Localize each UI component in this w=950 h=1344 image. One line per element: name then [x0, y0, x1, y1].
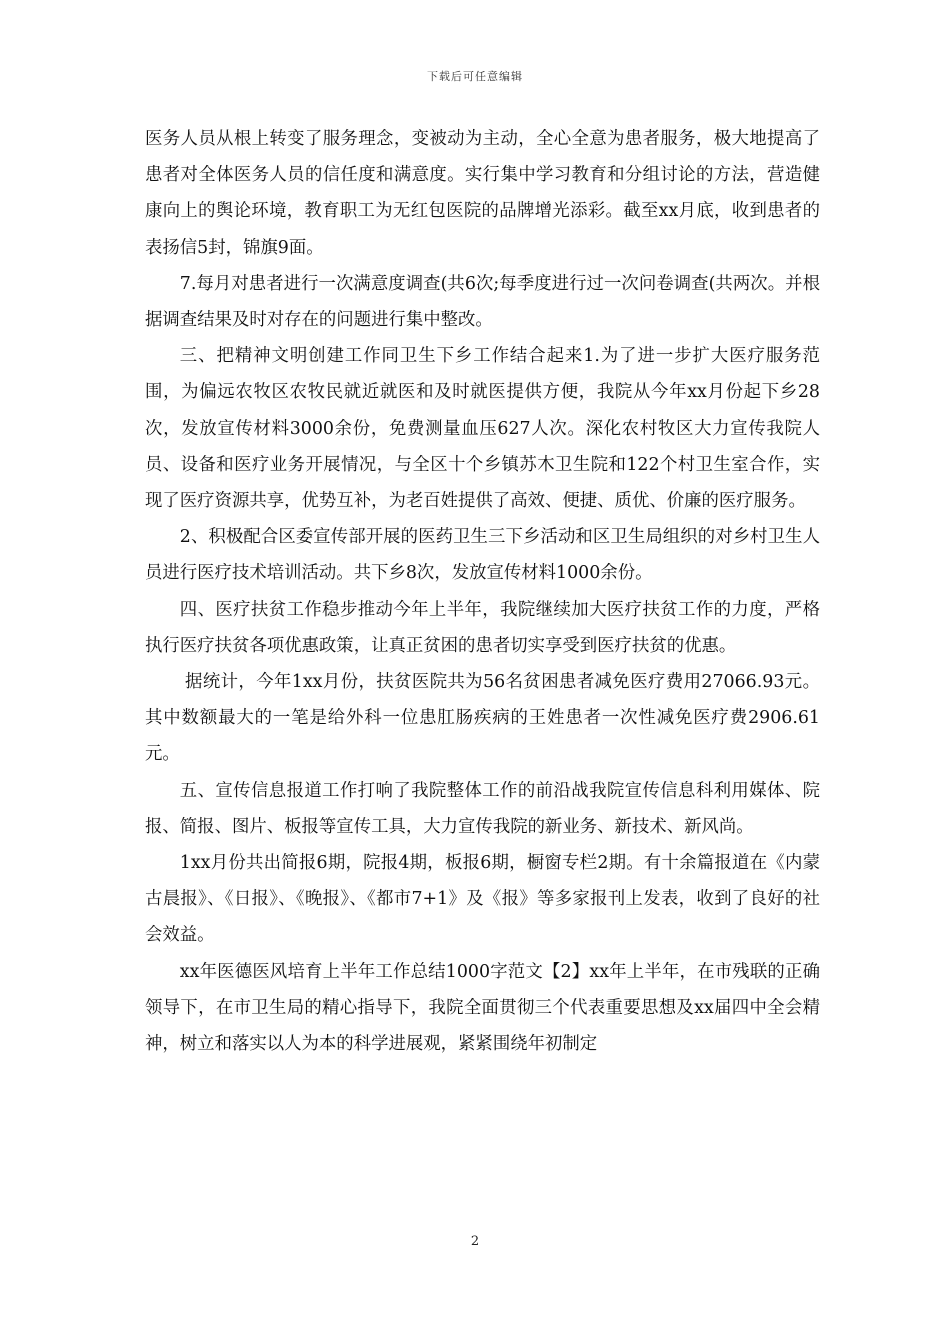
paragraph-summary-2: xx年医德医风培育上半年工作总结1000字范文【2】xx年上半年，在市残联的正确领导下，在市卫生局的精心指导下，我院全面贯彻三个代表重要思想及xx届四中全会精神，树立和落实以人为本的科学进展观，紧紧围绕年初制定	[145, 961, 820, 1055]
paragraph-section-4: 四、医疗扶贫工作稳步推动今年上半年，我院继续加大医疗扶贫工作的力度，严格执行医疗扶贫各项优惠政策，让真正贫困的患者切实享受到医疗扶贫的优惠。	[145, 599, 820, 656]
paragraph-item-7: 7.每月对患者进行一次满意度调查(共6次;每季度进行过一次问卷调查(共两次。并根据调查结果及时对存在的问题进行集中整改。	[145, 273, 820, 331]
page-header: 下载后可任意编辑	[427, 70, 523, 83]
document-body	[145, 121, 820, 1062]
paragraph-continuation: 医务人员从根上转变了服务理念，变被动为主动，全心全意为患者服务，极大地提高了患者对全体医务人员的信任度和满意度。实行集中学习教育和分组讨论的方法，营造健康向上的舆论环境，教育职工为无红包医院的品牌增光添彩。截至xx月底，收到患者的表扬信5封，锦旗9面。	[145, 129, 820, 258]
paragraph-item-2: 2、积极配合区委宣传部开展的医药卫生三下乡活动和区卫生局组织的对乡村卫生人员进行医疗技术培训活动。共下乡8次，发放宣传材料1000余份。	[145, 527, 820, 584]
paragraph-publications: 1xx月份共出简报6期，院报4期，板报6期，橱窗专栏2期。有十余篇报道在《内蒙古晨报》、《日报》、《晚报》、《都市7+1》及《报》等多家报刊上发表，收到了良好的社会效益。	[145, 853, 820, 946]
paragraph-section-5: 五、宣传信息报道工作打响了我院整体工作的前沿战我院宣传信息科利用媒体、院报、简报、图片、板报等宣传工具，大力宣传我院的新业务、新技术、新风尚。	[145, 780, 820, 837]
page-number: 2	[470, 1234, 480, 1249]
paragraph-section-3: 三、把精神文明创建工作同卫生下乡工作结合起来1.为了进一步扩大医疗服务范围，为偏远农牧区农牧民就近就医和及时就医提供方便，我院从今年xx月份起下乡28次，发放宣传材料3000余份，免费测量血压627人次。深化农村牧区大力宣传我院人员、设备和医疗业务开展情况，与全区十个乡镇苏木卫生院和122个村卫生室合作，实现了医疗资源共享，优势互补，为老百姓提供了高效、便捷、质优、价廉的医疗服务。	[145, 346, 820, 512]
paragraph-statistics: 据统计，今年1xx月份，扶贫医院共为56名贫困患者减免医疗费用27066.93元。其中数额最大的一笔是给外科一位患肛肠疾病的王姓患者一次性减免医疗费2906.61元。	[145, 672, 820, 765]
